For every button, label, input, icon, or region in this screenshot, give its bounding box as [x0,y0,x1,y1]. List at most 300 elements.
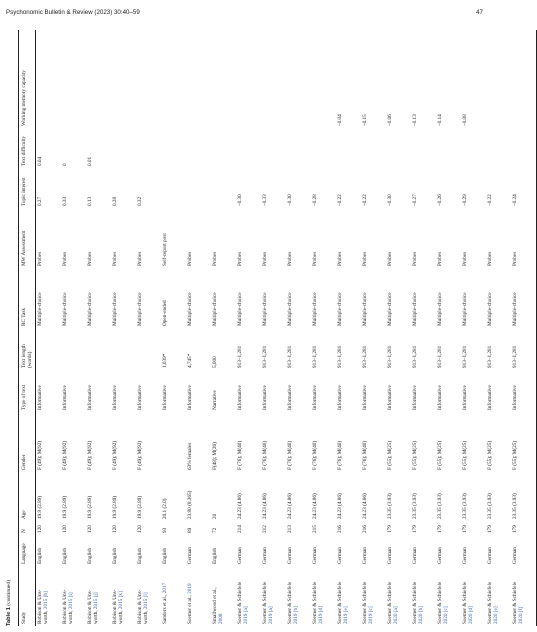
study-year-link[interactable]: 2019 [a] [243,606,250,624]
cell-topic: –0.22 [337,194,343,206]
cell-length [61,328,86,370]
cell-difficulty: 0.01 [87,156,93,166]
study-year-link[interactable]: 2015 [h] [43,591,50,610]
cell-wm: –0.08 [462,114,468,126]
study-author: Soemer & Schiefele [262,581,268,624]
cell-length [111,328,136,370]
cell-topic [211,168,236,208]
study-year-link[interactable]: 2017 [162,582,168,594]
column-header-language: Language [21,543,27,564]
cell-type: Informative [187,385,193,410]
cell-wm [511,30,537,128]
cell-length: 4,745* [187,353,193,368]
study-author: Sanders et al., [162,593,168,624]
cell-n: 179 [512,525,518,533]
cell-mw: Probes [212,251,218,266]
cell-type: Informative [37,385,43,410]
cell-study [436,566,461,626]
cell-topic: –0.30 [287,194,293,206]
cell-n: 216 [362,525,368,533]
cell-study [361,566,386,626]
study-year-link[interactable]: 2015 [j] [93,592,100,610]
column-header-wm: Working memory capacity [21,70,27,126]
cell-wm [286,30,311,128]
study-author: Soemer & Schiefele [437,581,443,624]
cell-topic: –0.24 [512,194,518,206]
cell-mw: Probes [487,251,493,266]
cell-type: Informative [312,385,318,410]
cell-language: English [162,547,168,564]
cell-length: 913–1,281 [337,345,343,368]
table-row [186,30,211,626]
cell-length: 913–1,281 [312,345,318,368]
cell-n: 216 [337,525,343,533]
cell-n: 212 [262,525,268,533]
cell-type: Informative [287,385,293,410]
cell-rc: Multiple-choice [387,292,393,326]
cell-gender: F (49); M(92) [137,440,143,470]
study-author: Soemer & Schiefele [287,581,293,624]
cell-length [36,328,62,370]
study-year-link[interactable]: 2019 [d] [318,606,325,624]
cell-language: German [287,547,293,564]
cell-wm: –0.06 [387,114,393,126]
cell-age: 23.35 (3.93) [387,493,393,519]
rotated-table-page [6,30,525,626]
cell-length: 913–1,281 [512,345,518,368]
cell-difficulty [436,128,461,168]
cell-study [236,566,261,626]
cell-study [311,566,336,626]
table-row [386,30,411,626]
study-year-link[interactable]: 2015 [k] [118,591,125,610]
cell-language: English [137,547,143,564]
study-author-cont: worth, [43,609,50,624]
cell-wm [261,30,286,128]
cell-language: English [112,547,118,564]
cell-wm [111,30,136,128]
column-header-gender: Gender [21,454,27,470]
column-header-topic: Topic interest [21,177,27,206]
cell-mw: Probes [312,251,318,266]
cell-gender: F (55); M(25) [462,440,468,470]
cell-rc: Multiple-choice [412,292,418,326]
cell-wm [211,30,236,128]
cell-difficulty [461,128,486,168]
cell-difficulty: 0.04 [37,156,43,166]
cell-language: English [62,547,68,564]
cell-wm [311,30,336,128]
table-caption-text: (continued) [6,579,12,606]
cell-study [336,566,361,626]
cell-n: 179 [487,525,493,533]
cell-type: Informative [237,385,243,410]
cell-length: 913–1,281 [412,345,418,368]
cell-study [136,566,161,626]
cell-gender: F(48); M(26) [212,442,218,470]
cell-rc: Multiple-choice [112,292,118,326]
cell-gender: F (55); M(25) [437,440,443,470]
table-row [86,30,111,626]
cell-n: 120 [137,525,143,533]
cell-rc: Open-ended [162,300,168,326]
study-year-link[interactable]: 2019 [187,583,193,594]
cell-topic [161,168,186,208]
data-table [18,30,537,626]
study-author: Soemer & Schiefele [312,581,318,624]
cell-age: 23.35 (3.93) [412,493,418,519]
study-author-cont: worth, [93,609,100,624]
cell-language: German [237,547,243,564]
cell-type: Informative [487,385,493,410]
cell-rc: Multiple-choice [362,292,368,326]
cell-difficulty [336,128,361,168]
cell-mw: Probes [512,251,518,266]
cell-rc: Multiple-choice [462,292,468,326]
cell-age: 19.9 (2.89) [137,495,143,519]
cell-study [186,566,211,626]
cell-gender: F (49); M(92) [112,440,118,470]
cell-rc: Multiple-choice [212,292,218,326]
study-year-link[interactable]: 2015 [i] [68,592,75,610]
cell-n: 93 [162,527,168,533]
column-header-mw: MW Assessment [21,230,27,266]
cell-mw: Probes [362,251,368,266]
cell-length: 913–1,281 [387,345,393,368]
cell-gender: F (55); M(25) [512,440,518,470]
cell-age: 23.35 (3.93) [512,493,518,519]
cell-rc: Multiple-choice [337,292,343,326]
cell-age: 19.9 (2.89) [112,495,118,519]
cell-n: 120 [62,525,68,533]
cell-rc: Multiple-choice [187,292,193,326]
cell-topic: –0.22 [487,194,493,206]
cell-wm [86,30,111,128]
cell-study [86,566,111,626]
cell-age: 24.23 (4.86) [287,493,293,519]
cell-length: 913–1,281 [487,345,493,368]
table-row [111,30,136,626]
cell-topic: 0.28 [112,196,118,206]
cell-language: English [87,547,93,564]
cell-topic: 0.27 [37,196,43,206]
running-header [6,9,483,21]
cell-wm [136,30,161,128]
cell-mw: Probes [262,251,268,266]
cell-study [411,566,436,626]
cell-type: Informative [462,385,468,410]
table-row [436,30,461,626]
cell-topic: –0.30 [237,194,243,206]
cell-mw: Probes [412,251,418,266]
cell-language: German [262,547,268,564]
column-header-length: Text length (words) [21,344,33,368]
column-header-difficulty: Text difficulty [21,135,27,166]
cell-length: 5,000 [212,356,218,368]
study-year-link[interactable]: 2019 [e] [343,606,350,624]
cell-difficulty [236,128,261,168]
cell-gender: F (76); M(40) [237,440,243,470]
cell-mw: Probes [462,251,468,266]
cell-mw: Probes [87,251,93,266]
table-row [161,30,186,626]
cell-difficulty [161,128,186,168]
cell-n: 89 [187,527,193,533]
study-year-link[interactable]: 2019 [a] [268,606,275,624]
study-year-link[interactable]: 2019 [c] [368,606,375,624]
cell-rc: Multiple-choice [312,292,318,326]
study-year-link[interactable]: 2020 [a] [393,606,400,624]
study-year-link[interactable]: 2020 [d] [468,606,475,624]
cell-difficulty [186,128,211,168]
cell-mw: Probes [137,251,143,266]
cell-topic: –0.26 [437,194,443,206]
study-author: Soemer & Schiefele [362,581,368,624]
cell-language: German [487,547,493,564]
cell-topic: –0.29 [462,194,468,206]
cell-n: 120 [112,525,118,533]
journal-citation: Psychonomic Bulletin & Review (2023) 30:40–59 [6,9,140,16]
study-year-link[interactable]: 2020 [b] [418,606,425,624]
cell-difficulty [386,128,411,168]
cell-age: 19.9 (2.89) [87,495,93,519]
cell-age: 19.9 (2.89) [62,495,68,519]
cell-study [36,566,62,626]
study-year-link[interactable]: 2020 [c] [443,606,450,624]
study-author: Soemer & Schiefele [512,581,518,624]
cell-length: 913–1,281 [462,345,468,368]
study-author: Soemer & Schiefele [412,581,418,624]
cell-type: Informative [412,385,418,410]
table-row [486,30,511,626]
study-author: Soemer et al., [187,593,193,624]
cell-age: 24.23 (4.86) [362,493,368,519]
cell-language: German [362,547,368,564]
study-year-link[interactable]: 2020 [f] [518,606,525,624]
cell-language: German [437,547,443,564]
cell-topic: –0.30 [387,194,393,206]
cell-language: German [337,547,343,564]
cell-type: Informative [337,385,343,410]
cell-study [511,566,537,626]
cell-gender: F (49); M(92) [87,440,93,470]
column-header-age: Age [21,510,27,519]
cell-length: 913–1,281 [362,345,368,368]
cell-n: 120 [87,525,93,533]
cell-length [86,328,111,370]
cell-language: English [37,547,43,564]
cell-rc: Multiple-choice [487,292,493,326]
table-row [461,30,486,626]
cell-length: 913–1,281 [237,345,243,368]
cell-topic: –0.33 [262,194,268,206]
cell-mw: Probes [62,251,68,266]
cell-gender: F (55); M(25) [487,440,493,470]
cell-age: 23.35 (3.93) [437,493,443,519]
cell-study [161,566,186,626]
cell-wm [161,30,186,128]
table-row [511,30,537,626]
cell-n: 213 [287,525,293,533]
cell-rc: Multiple-choice [137,292,143,326]
cell-age: 23.35 (3.93) [462,493,468,519]
study-author: Soemer & Schiefele [487,581,493,624]
cell-gender: F (76); M(40) [287,440,293,470]
cell-difficulty [136,128,161,168]
cell-n: 214 [237,525,243,533]
cell-language: German [462,547,468,564]
cell-study [211,566,236,626]
cell-age: 23.35 (3.93) [487,493,493,519]
cell-study [486,566,511,626]
table-row [311,30,336,626]
cell-topic: 0.32 [137,196,143,206]
cell-mw: Probes [437,251,443,266]
cell-mw: Probes [337,251,343,266]
cell-wm: –0.14 [437,114,443,126]
cell-difficulty [486,128,511,168]
cell-age: 24.23 (4.86) [337,493,343,519]
cell-gender: F (76); M(40) [312,440,318,470]
table-row [136,30,161,626]
cell-study [61,566,86,626]
cell-mw: Probes [112,251,118,266]
cell-n: 120 [37,525,43,533]
study-author: Soemer & Schiefele [237,581,243,624]
cell-type: Informative [162,385,168,410]
table-body [36,30,537,626]
cell-study [111,566,136,626]
study-author: Soemer & Schiefele [462,581,468,624]
page-number: 47 [476,9,483,16]
cell-topic: –0.28 [312,194,318,206]
cell-difficulty [511,128,537,168]
table-label: Table 1 [6,607,12,626]
cell-length: 913–1,281 [287,345,293,368]
cell-study [286,566,311,626]
cell-gender: F (76); M(40) [362,440,368,470]
cell-difficulty [211,128,236,168]
cell-n: 179 [437,525,443,533]
cell-n: 72 [212,527,218,533]
cell-type: Informative [437,385,443,410]
cell-gender [161,412,186,472]
study-author: Soemer & Schiefele [387,581,393,624]
column-header-type: Type of text [21,384,27,410]
cell-difficulty [286,128,311,168]
cell-n: 215 [312,525,318,533]
cell-type: Narrative [212,390,218,410]
cell-wm: –0.04 [337,114,343,126]
study-year-link[interactable]: 2008 [218,613,225,624]
study-author-cont: worth, [68,609,75,624]
cell-type: Informative [387,385,393,410]
cell-gender: F (76); M(40) [262,440,268,470]
cell-type: Informative [262,385,268,410]
cell-rc: Multiple-choice [287,292,293,326]
cell-type: Informative [137,385,143,410]
cell-type: Informative [87,385,93,410]
cell-difficulty [361,128,386,168]
column-header-rc: RC Task [21,307,27,326]
cell-length: 913–1,281 [262,345,268,368]
cell-rc: Multiple-choice [512,292,518,326]
cell-study [261,566,286,626]
cell-wm [236,30,261,128]
cell-mw: Probes [237,251,243,266]
cell-length: 913–1,281 [437,345,443,368]
study-year-link[interactable]: 2015 [l] [143,592,150,610]
cell-language: German [512,547,518,564]
study-author-cont: worth, [118,609,125,624]
cell-rc: Multiple-choice [87,292,93,326]
cell-mw: Probes [37,251,43,266]
cell-length [136,328,161,370]
table-row [286,30,311,626]
cell-gender: F (49); M(92) [62,440,68,470]
study-author: Robison & Uns- [112,589,118,624]
cell-study [386,566,411,626]
cell-language: German [312,547,318,564]
cell-age: 24.23 (4.86) [237,493,243,519]
cell-n: 179 [387,525,393,533]
cell-difficulty: 0 [62,163,68,166]
cell-language: German [387,547,393,564]
cell-gender: F (55); M(25) [412,440,418,470]
cell-language: German [412,547,418,564]
cell-rc: Multiple-choice [62,292,68,326]
cell-age: 20.1 (2.0) [162,498,168,519]
table-header-row [19,30,36,626]
cell-topic: 0.33 [62,196,68,206]
table-row [211,30,236,626]
cell-age: 24.23 (4.86) [312,493,318,519]
cell-difficulty [261,128,286,168]
cell-gender: F (55); M(25) [387,440,393,470]
table-row [361,30,386,626]
cell-rc: Multiple-choice [437,292,443,326]
cell-type: Informative [362,385,368,410]
cell-rc: Multiple-choice [262,292,268,326]
cell-type: Informative [62,385,68,410]
cell-topic [186,168,211,208]
cell-wm [486,30,511,128]
cell-length: 1,039* [162,353,168,368]
study-author: Smallwood et al., [212,587,218,624]
table-row [411,30,436,626]
table-caption [6,580,12,626]
cell-age: 19.9 (2.89) [37,495,43,519]
study-year-link[interactable]: 2020 [e] [493,606,500,624]
cell-n: 179 [412,525,418,533]
study-author: Robison & Uns- [62,589,68,624]
cell-language: English [212,547,218,564]
table-row [261,30,286,626]
study-author: Soemer & Schiefele [337,581,343,624]
cell-wm [186,30,211,128]
cell-gender: 63% females [187,442,193,470]
cell-type: Informative [112,385,118,410]
cell-difficulty [311,128,336,168]
cell-mw: Self-report post [162,233,168,266]
cell-age: 23.80 (8.365) [187,490,193,519]
cell-n: 179 [462,525,468,533]
table-row [336,30,361,626]
study-author: Robison & Uns- [137,589,143,624]
cell-gender: F (76); M(40) [337,440,343,470]
cell-study [461,566,486,626]
study-year-link[interactable]: 2019 [b] [293,606,300,624]
